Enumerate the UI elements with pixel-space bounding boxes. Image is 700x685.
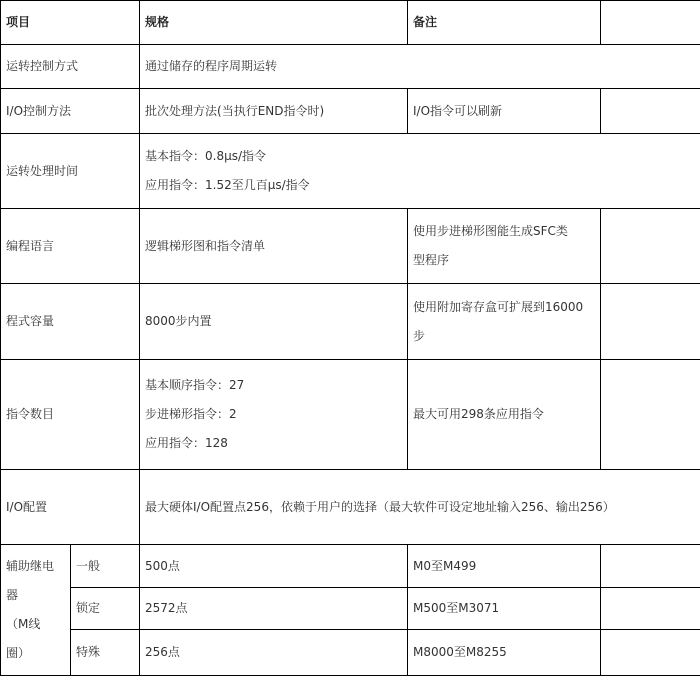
- relay-label-line: （M线: [6, 617, 41, 631]
- relay-spec: 2572点: [140, 588, 408, 630]
- row-item: I/O控制方法: [1, 89, 140, 134]
- header-item: 项目: [1, 1, 140, 45]
- row-spec: 通过储存的程序周期运转: [140, 45, 700, 89]
- relay-row: [1, 588, 700, 630]
- relay-label-line: 器: [6, 588, 19, 602]
- row-item: 指令数目: [1, 360, 140, 470]
- relay-row: [1, 545, 700, 588]
- relay-type: 一般: [71, 545, 140, 588]
- row-note: 最大可用298条应用指令: [408, 360, 601, 470]
- table-row: [1, 470, 700, 545]
- row-spec: 逻辑梯形图和指令清单: [140, 209, 408, 284]
- relay-label-line: 辅助继电: [6, 559, 55, 573]
- header-spec: 规格: [140, 1, 408, 45]
- header-extra: [601, 1, 700, 45]
- spec-line: 基本指令：0.8μs/指令: [145, 149, 267, 163]
- relay-spec: 256点: [140, 630, 408, 676]
- row-item: 程式容量: [1, 284, 140, 360]
- row-spec: 批次处理方法(当执行END指令时): [140, 89, 408, 134]
- row-item: 编程语言: [1, 209, 140, 284]
- row-extra: [601, 588, 700, 630]
- row-note: [408, 209, 601, 284]
- relay-note: M8000至M8255: [408, 630, 601, 676]
- header-note: 备注: [408, 1, 601, 45]
- row-extra: [601, 630, 700, 676]
- header-row: [1, 1, 700, 45]
- relay-type: 锁定: [71, 588, 140, 630]
- spec-line: 应用指令：1.52至几百μs/指令: [145, 178, 310, 192]
- spec-line: 基本顺序指令：27: [145, 378, 245, 392]
- row-item: 运转处理时间: [1, 134, 140, 209]
- relay-spec: 500点: [140, 545, 408, 588]
- row-spec: [140, 360, 408, 470]
- row-item: I/O配置: [1, 470, 140, 545]
- note-line: 型程序: [413, 253, 450, 267]
- relay-row: [1, 630, 700, 676]
- note-line: 使用步进梯形图能生成SFC类: [413, 224, 568, 238]
- row-note: [408, 284, 601, 360]
- row-note: I/O指令可以刷新: [408, 89, 601, 134]
- table-row: [1, 360, 700, 470]
- row-extra: [601, 360, 700, 470]
- row-extra: [601, 209, 700, 284]
- spec-line: 步进梯形指令：2: [145, 407, 237, 421]
- note-line: 步: [413, 328, 426, 343]
- note-line: 使用附加寄存盒可扩展到16000: [413, 299, 584, 314]
- relay-group-label: [1, 545, 71, 676]
- row-extra: [601, 284, 700, 360]
- table-row: [1, 89, 700, 134]
- table-row: [1, 134, 700, 209]
- table-row: [1, 209, 700, 284]
- relay-note: M0至M499: [408, 545, 601, 588]
- relay-label-line: 圈）: [6, 646, 31, 660]
- relay-note: M500至M3071: [408, 588, 601, 630]
- spec-line: 应用指令：128: [145, 436, 228, 450]
- row-spec: [140, 134, 700, 209]
- row-spec: 8000步内置: [140, 284, 408, 360]
- table-row: [1, 284, 700, 360]
- table-row: [1, 45, 700, 89]
- relay-type: 特殊: [71, 630, 140, 676]
- row-extra: [601, 89, 700, 134]
- row-item: 运转控制方式: [1, 45, 140, 89]
- row-spec: 最大硬体I/O配置点256，依赖于用户的选择（最大软件可设定地址输入256、输出256）: [140, 470, 700, 545]
- row-extra: [601, 545, 700, 588]
